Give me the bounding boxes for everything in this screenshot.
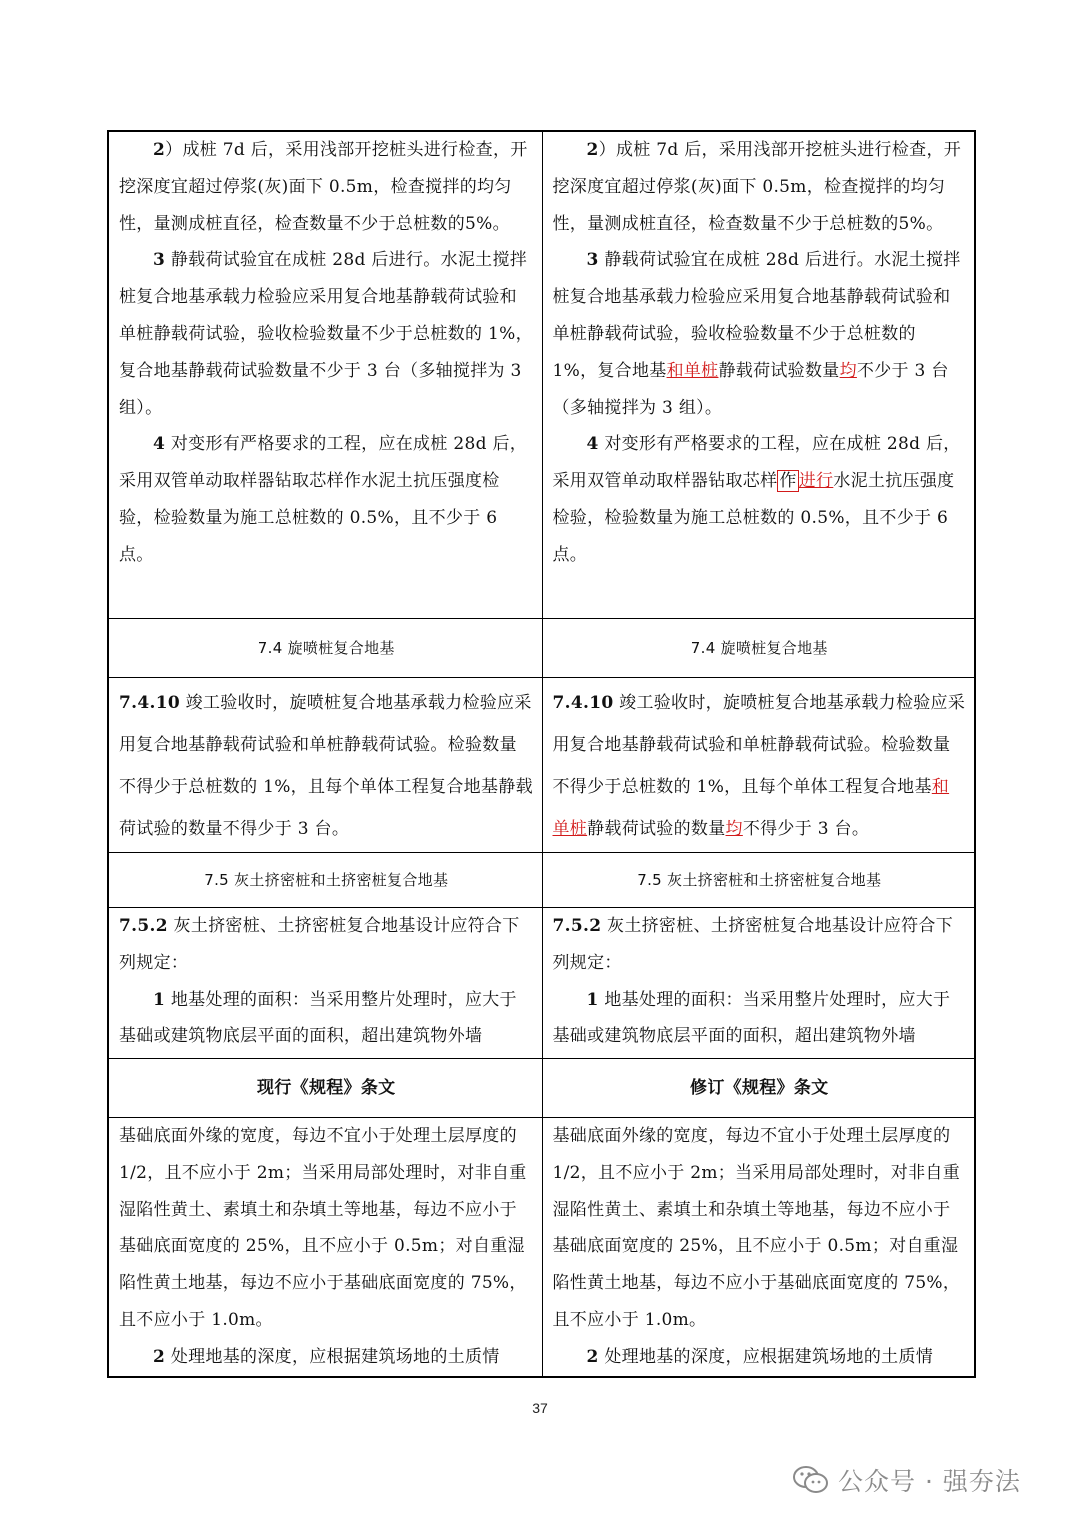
paragraph-text: 静载荷试验的数量 xyxy=(587,819,726,839)
section-heading: 7.5 灰土挤密桩和土挤密桩复合地基 xyxy=(542,853,975,908)
paragraph-text: 静载荷试验数量 xyxy=(718,360,840,381)
paragraph-text: ）成桩 7d 后，采用浅部开挖桩头进行检查，开挖深度宜超过停浆(灰)面下 0.5m，检查搅拌的均匀性，量测成桩直径，检查数量不少于总桩数的5%。 xyxy=(552,140,962,234)
current-text-cell xyxy=(108,678,542,853)
paragraph-text: 静载荷试验宜在成桩 28d 后进行。水泥土搅拌桩复合地基承载力检验应采用复合地基静载荷试验和单桩静载荷试验，验收检验数量不少于总桩数的 1%，复合地基静载荷试验数量不少于 3 台（多轴搅拌为 3 组）。 xyxy=(119,250,533,418)
item-number: 1 xyxy=(586,989,599,1010)
revision-insert: 和单桩 xyxy=(552,777,950,839)
table-row xyxy=(108,678,975,853)
section-heading: 7.5 灰土挤密桩和土挤密桩复合地基 xyxy=(108,853,542,908)
table-row xyxy=(108,1118,975,1378)
paragraph xyxy=(119,982,534,1056)
revision-insert: 均 xyxy=(725,819,743,839)
paragraph xyxy=(553,908,967,982)
revision-insert: 进行 xyxy=(798,471,834,492)
paragraph xyxy=(553,982,967,1056)
current-text-cell xyxy=(108,131,542,619)
item-number: 2 xyxy=(153,140,166,160)
paragraph-text: 处理地基的深度，应根据建筑场地的土质情 xyxy=(598,1346,934,1367)
paragraph xyxy=(553,132,967,242)
watermark xyxy=(792,1462,1021,1498)
paragraph xyxy=(119,426,534,573)
paragraph-text: 对变形有严格要求的工程，应在成桩 28d 后，采用双管单动取样器钻取芯样 xyxy=(552,434,961,492)
paragraph xyxy=(119,242,534,426)
revision-insert: 和单桩 xyxy=(666,360,719,381)
revision-insert: 均 xyxy=(839,360,857,381)
paragraph-text: 不少于 3 台（多轴搅拌为 3 组）。 xyxy=(552,360,949,418)
item-number: 2 xyxy=(153,1346,166,1367)
clause-number: 7.5.2 xyxy=(552,916,602,936)
paragraph-text: 水泥土抗压强度检验，检验数量为施工总桩数的 0.5%，且不少于 6 点。 xyxy=(552,471,955,565)
revised-text-cell xyxy=(542,678,975,853)
item-number: 3 xyxy=(586,250,599,271)
item-number: 4 xyxy=(153,434,166,455)
paragraph-text: ）成桩 7d 后，采用浅部开挖桩头进行检查，开挖深度宜超过停浆(灰)面下 0.5m，检查搅拌的均匀性，量测成桩直径，检查数量不少于总桩数的5%。 xyxy=(119,140,528,234)
table-row xyxy=(108,1059,975,1118)
paragraph-text: 灰土挤密桩、土挤密桩复合地基设计应符合下列规定： xyxy=(552,916,954,973)
paragraph-text: 地基处理的面积：当采用整片处理时，应大于基础或建筑物底层平面的面积，超出建筑物外墙 xyxy=(552,989,951,1047)
paragraph xyxy=(119,908,534,982)
paragraph xyxy=(119,1339,534,1376)
current-text-cell xyxy=(108,908,542,1059)
paragraph-text: 竣工验收时，旋喷桩复合地基承载力检验应采用复合地基静载荷试验和单桩静载荷试验。检验数量不得少于总桩数的 1%，且每个单体工程复合地基静载荷试验的数量不得少于 3 台。 xyxy=(119,693,533,839)
paragraph xyxy=(553,242,967,426)
paragraph xyxy=(119,132,534,242)
paragraph xyxy=(553,426,967,573)
revision-deletion: 作 xyxy=(779,471,797,492)
clause-number: 7.5.2 xyxy=(119,916,168,936)
section-heading: 7.4 旋喷桩复合地基 xyxy=(542,619,975,678)
revised-text-cell xyxy=(542,908,975,1059)
wechat-icon xyxy=(792,1464,830,1496)
paragraph: 基础底面外缘的宽度，每边不宜小于处理土层厚度的 1/2，且不应小于 2m；当采用局部处理时，对非自重湿陷性黄土、素填土和杂填土等地基，每边不应小于基础底面宽度的 25%，且不应小于 0.5m；对自重湿陷性黄土地基，每边不应小于基础底面宽度的 75%，且不应小于 1.0m。 xyxy=(119,1126,527,1330)
table-row xyxy=(108,619,975,678)
item-number: 4 xyxy=(586,434,599,455)
column-header-current: 现行《规程》条文 xyxy=(108,1059,542,1118)
paragraph-text: 处理地基的深度，应根据建筑场地的土质情 xyxy=(165,1346,500,1367)
item-number: 2 xyxy=(586,1346,599,1367)
paragraph-text: 地基处理的面积：当采用整片处理时，应大于基础或建筑物底层平面的面积，超出建筑物外墙 xyxy=(119,989,517,1047)
item-number: 1 xyxy=(153,989,166,1010)
table-row xyxy=(108,853,975,908)
revised-text-cell xyxy=(542,131,975,619)
table-row xyxy=(108,908,975,1059)
item-number: 3 xyxy=(153,250,166,271)
paragraph-text: 静载荷试验宜在成桩 28d 后进行。水泥土搅拌桩复合地基承载力检验应采用复合地基静载荷试验和单桩静载荷试验，验收检验数量不少于总桩数的 1%，复合地基 xyxy=(552,250,961,381)
paragraph xyxy=(119,682,534,850)
paragraph xyxy=(553,682,967,850)
section-heading: 7.4 旋喷桩复合地基 xyxy=(108,619,542,678)
paragraph-text: 不得少于 3 台。 xyxy=(742,819,870,839)
paragraph: 基础底面外缘的宽度，每边不宜小于处理土层厚度的 1/2，且不应小于 2m；当采用局部处理时，对非自重湿陷性黄土、素填土和杂填土等地基，每边不应小于基础底面宽度的 25%，且不应小于 0.5m；对自重湿陷性黄土地基，每边不应小于基础底面宽度的 75%，且不应小于 1.0m。 xyxy=(552,1126,961,1330)
paragraph-text: 灰土挤密桩、土挤密桩复合地基设计应符合下列规定： xyxy=(119,916,520,973)
paragraph xyxy=(553,1339,967,1376)
table-row xyxy=(108,131,975,619)
watermark-text: 公众号 · 强夯法 xyxy=(838,1467,1021,1496)
clause-number: 7.4.10 xyxy=(119,693,180,713)
comparison-table xyxy=(107,130,976,1378)
paragraph-text: 对变形有严格要求的工程，应在成桩 28d 后，采用双管单动取样器钻取芯样作水泥土抗压强度检验，检验数量为施工总桩数的 0.5%，且不少于 6 点。 xyxy=(119,434,528,565)
column-header-revised: 修订《规程》条文 xyxy=(542,1059,975,1118)
paragraph-text: 竣工验收时，旋喷桩复合地基承载力检验应采用复合地基静载荷试验和单桩静载荷试验。检验数量不得少于总桩数的 1%，且每个单体工程复合地基 xyxy=(552,693,966,797)
item-number: 2 xyxy=(586,140,599,160)
revised-text-cell xyxy=(542,1118,975,1378)
clause-number: 7.4.10 xyxy=(552,693,614,713)
current-text-cell xyxy=(108,1118,542,1378)
page-number: 37 xyxy=(532,1400,548,1416)
